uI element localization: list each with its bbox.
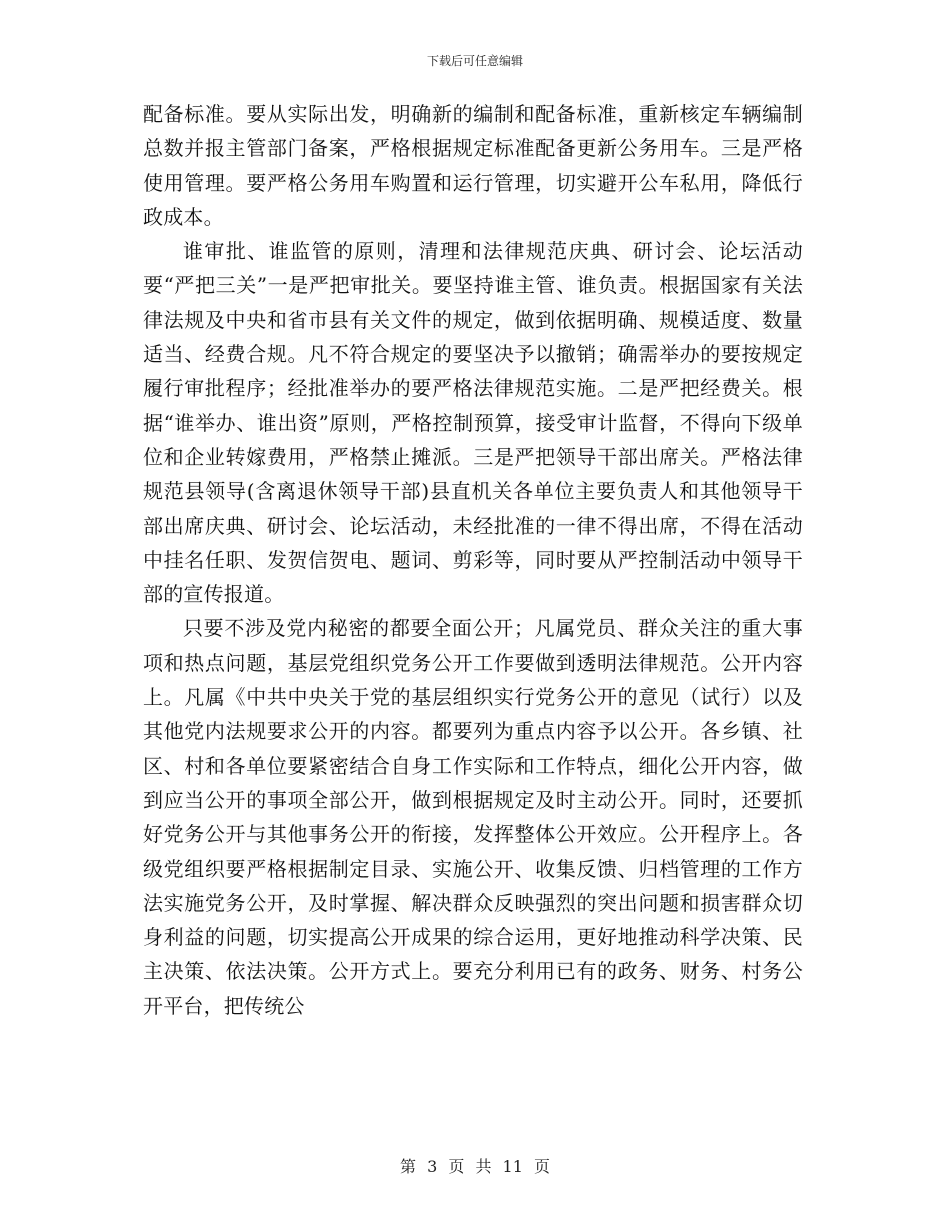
page-number: 第 3 页 共 11 页 — [400, 1157, 550, 1176]
header-note: 下载后可任意编辑 — [426, 54, 523, 68]
paragraph-2: 谁审批、谁监管的原则，清理和法律规范庆典、研讨会、论坛活动要“严把三关”一是严把审批关。要坚持谁主管、谁负责。根据国家有关法律法规及中央和省市县有关文件的规定，做到依据明确、规模适度、数量适当、经费合规。凡不符合规定的要坚决予以撤销；确需举办的要按规定履行审批程序；经批准举办的要严格法律规范实施。二是严把经费关。根据“谁举办、谁出资”原则，严格控制预算，接受审计监督，不得向下级单位和企业转嫁费用，严格禁止摊派。三是严把领导干部出席关。严格法律规范县领导(含离退休领导干部)县直机关各单位主要负责人和其他领导干部出席庆典、研讨会、论坛活动，未经批准的一律不得出席，不得在活动中挂名任职、发贺信贺电、题词、剪彩等，同时要从严控制活动中领导干部的宣传报道。 — [143, 239, 803, 607]
document-body — [143, 97, 803, 1023]
paragraph-3: 只要不涉及党内秘密的都要全面公开；凡属党员、群众关注的重大事项和热点问题，基层党组织党务公开工作要做到透明法律规范。公开内容上。凡属《中共中央关于党的基层组织实行党务公开的意见（试行）以及其他党内法规要求公开的内容。都要列为重点内容予以公开。各乡镇、社区、村和各单位要紧密结合自身工作实际和工作特点，细化公开内容，做到应当公开的事项全部公开，做到根据规定及时主动公开。同时，还要抓好党务公开与其他事务公开的衔接，发挥整体公开效应。公开程序上。各级党组织要严格根据制定目录、实施公开、收集反馈、归档管理的工作方法实施党务公开，及时掌握、解决群众反映强烈的突出问题和损害群众切身利益的问题，切实提高公开成果的综合运用，更好地推动科学决策、民主决策、依法决策。公开方式上。要充分利用已有的政务、财务、村务公开平台，把传统公 — [143, 616, 803, 1018]
paragraph-1: 配备标准。要从实际出发，明确新的编制和配备标准，重新核定车辆编制总数并报主管部门备案，严格根据规定标准配备更新公务用车。三是严格使用管理。要严格公务用车购置和运行管理，切实避开公车私用，降低行政成本。 — [143, 102, 803, 229]
